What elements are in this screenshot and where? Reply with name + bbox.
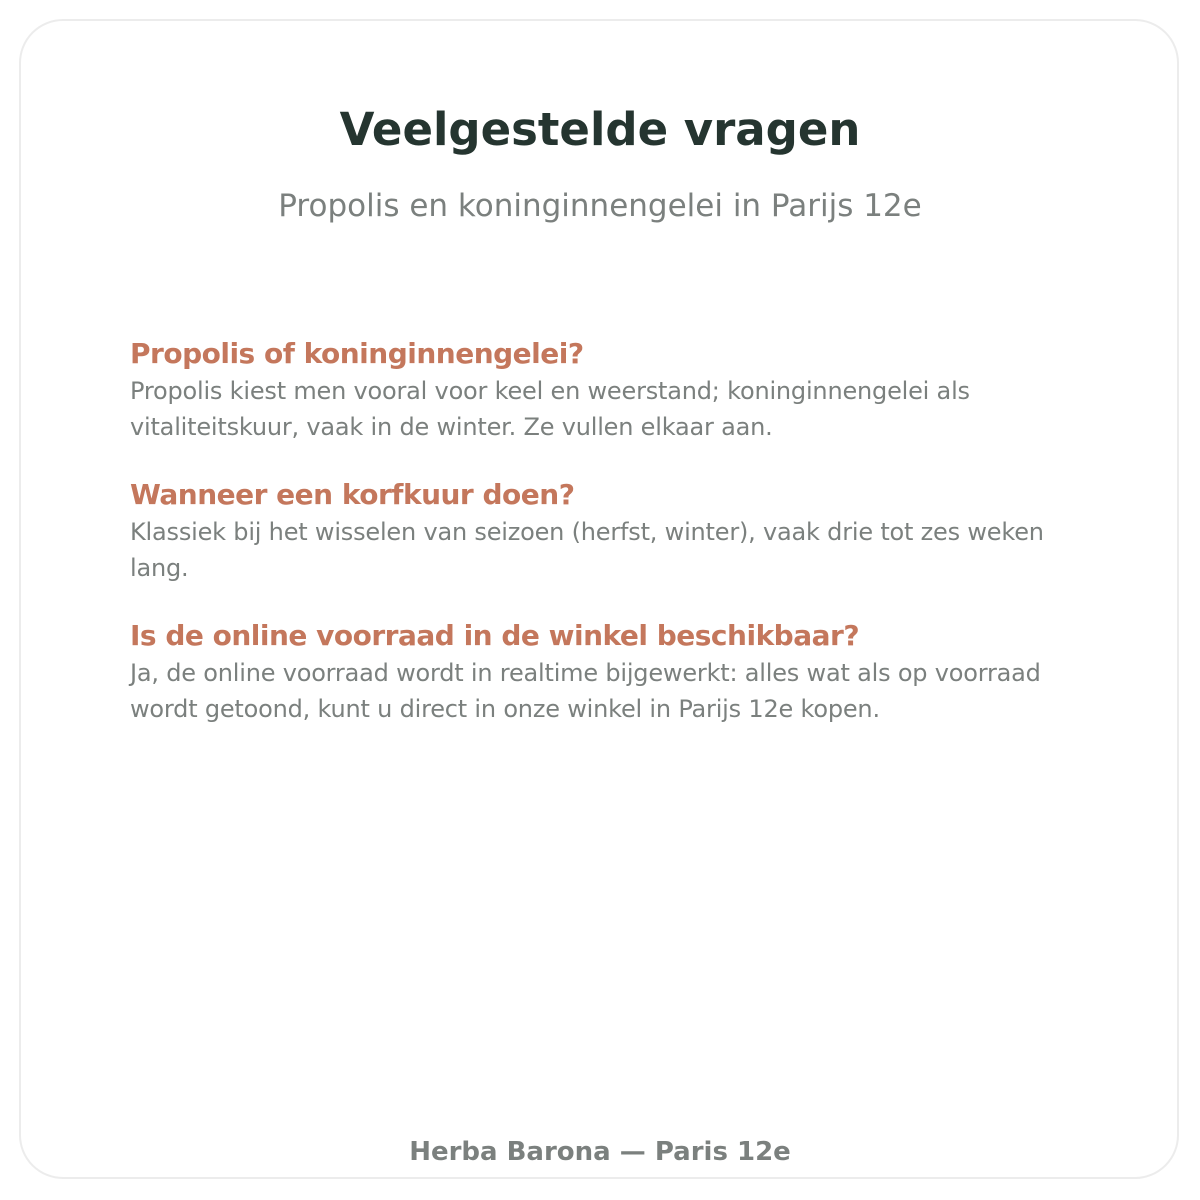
- footer-brand: Herba Barona — Paris 12e: [409, 1137, 791, 1167]
- faq-question: Wanneer een korfkuur doen?: [130, 478, 575, 511]
- faq-list: [130, 335, 1090, 758]
- faq-question: Propolis of koninginnengelei?: [130, 337, 584, 370]
- page-subtitle: Propolis en koninginnengelei in Parijs 12e: [278, 188, 922, 224]
- faq-answer: Ja, de online voorraad wordt in realtime bijgewerkt: alles wat als op voorraad wordt getoond, kunt u direct in onze winkel in Parijs 12e kopen.: [130, 659, 1041, 723]
- page-title: Veelgestelde vragen: [339, 103, 861, 156]
- faq-item: [130, 476, 1090, 586]
- faq-item: [130, 335, 1090, 445]
- faq-answer: Klassiek bij het wisselen van seizoen (herfst, winter), vaak drie tot zes weken lang.: [130, 518, 1044, 582]
- faq-question: Is de online voorraad in de winkel beschikbaar?: [130, 619, 860, 652]
- faq-answer: Propolis kiest men vooral voor keel en weerstand; koninginnengelei als vitaliteitskuur, vaak in de winter. Ze vullen elkaar aan.: [130, 377, 970, 441]
- faq-item: [130, 617, 1090, 727]
